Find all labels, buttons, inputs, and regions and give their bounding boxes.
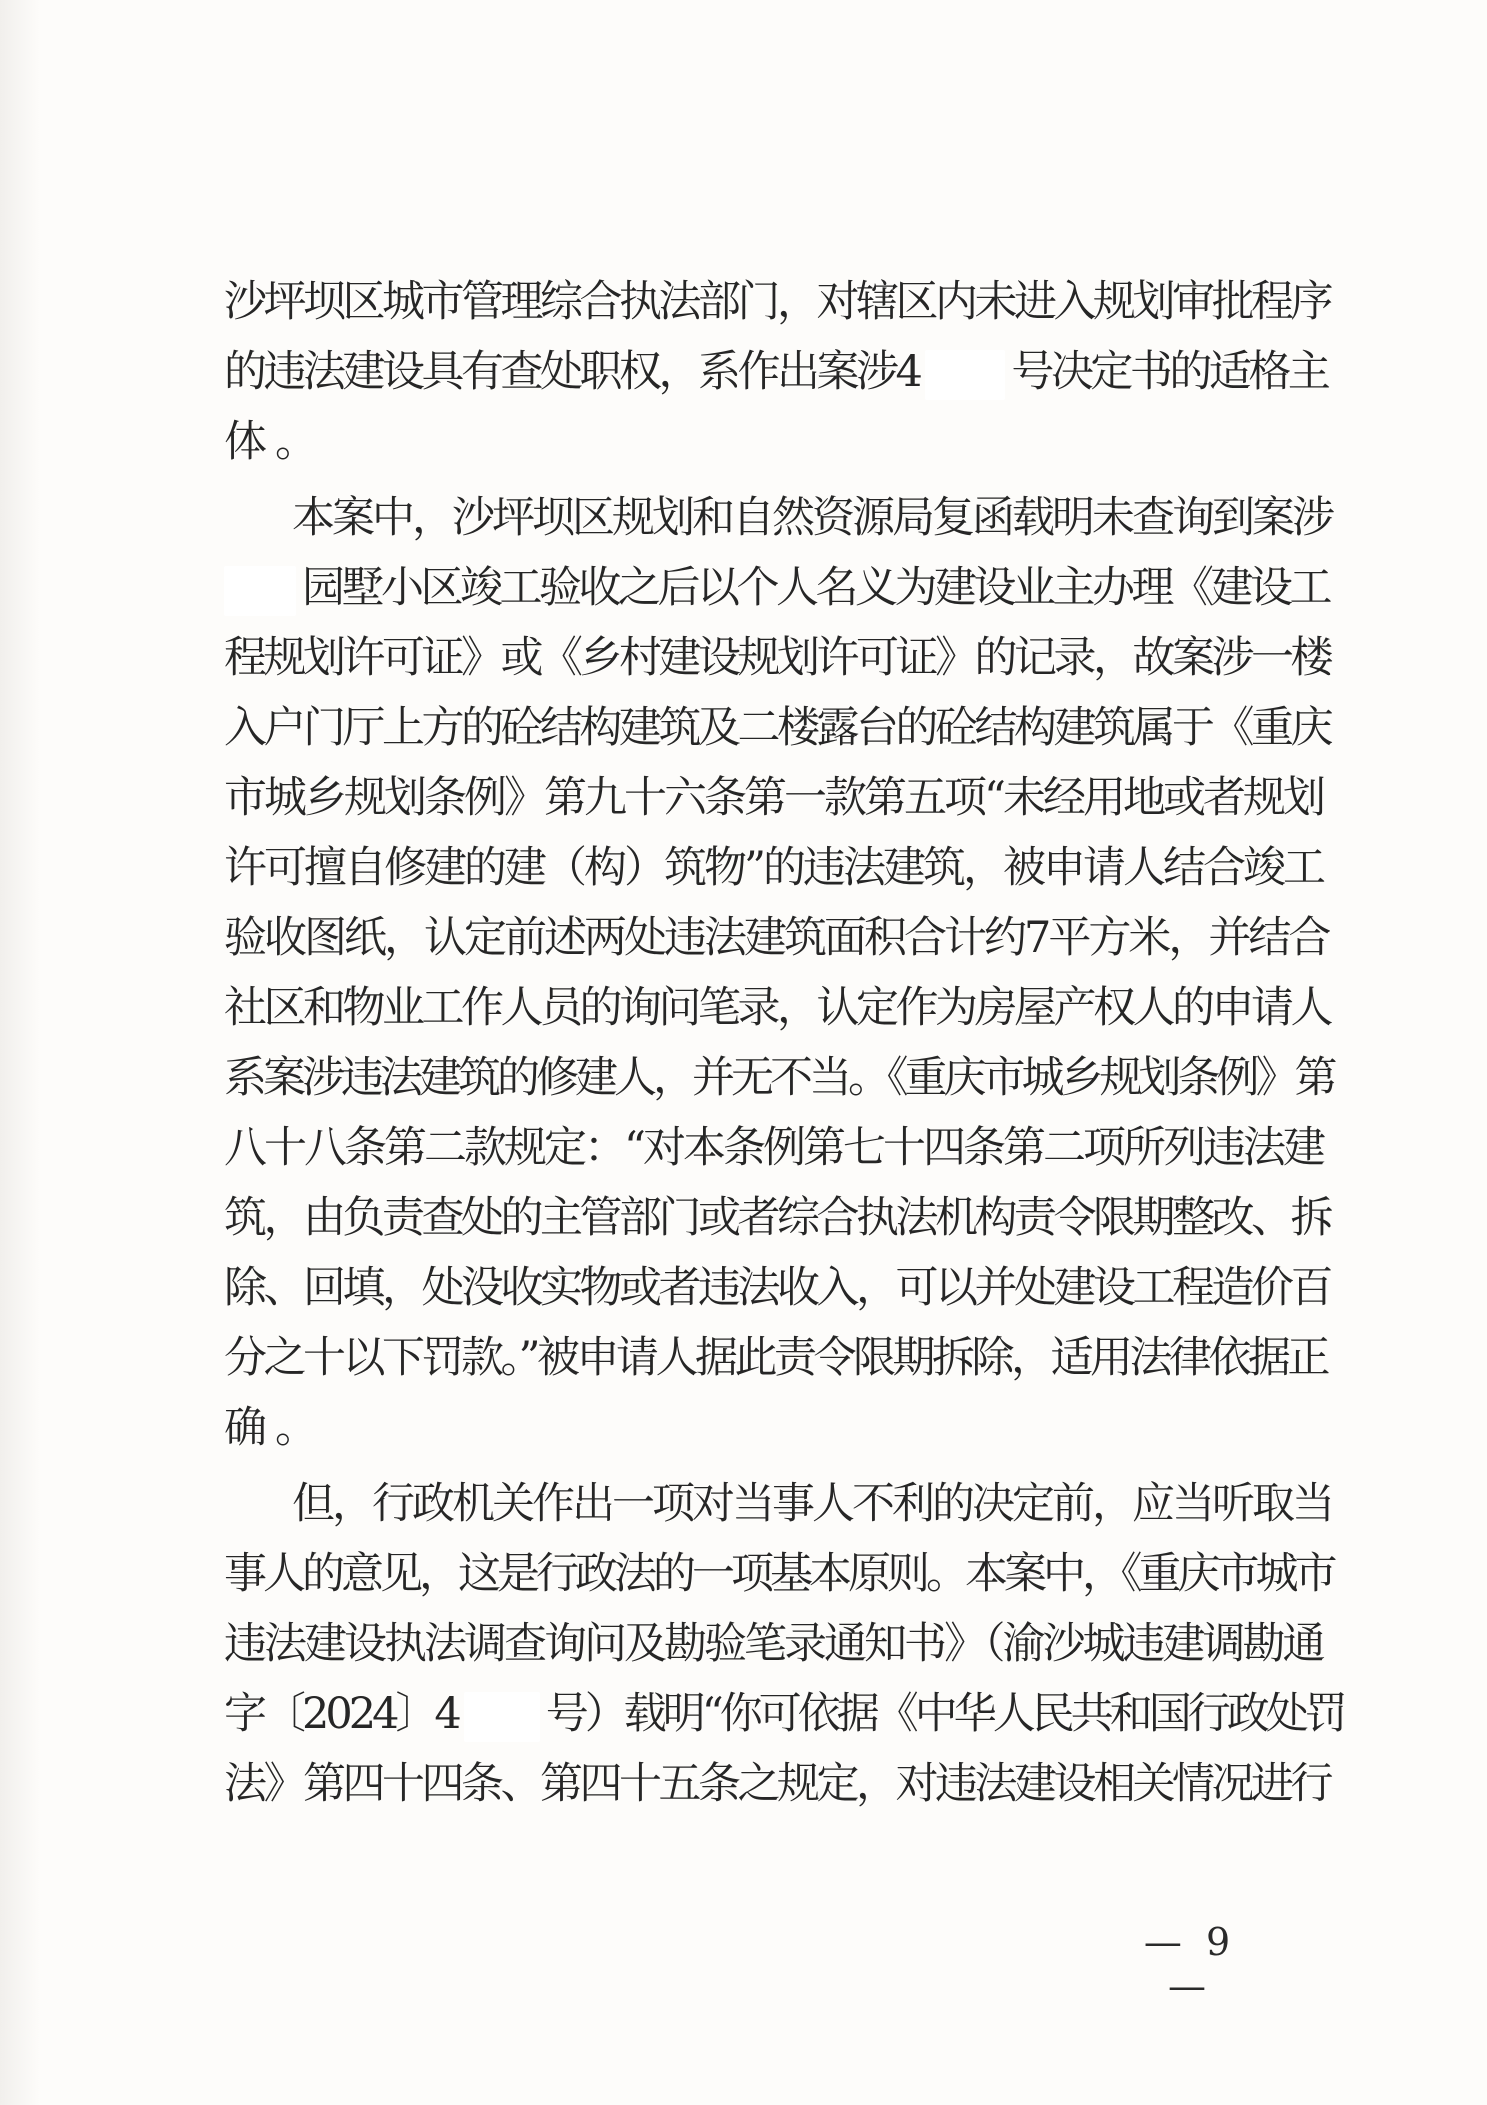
text-line-content: 号）载明“你可依据《中华人民共和国行政处罚: [545, 1689, 1344, 1739]
text-line: [292, 1470, 1332, 1539]
text-line: [224, 764, 1323, 833]
text-line-content: 分之十以下罚款。”被申请人据此责令限期拆除，适用法律依据正: [224, 1333, 1327, 1383]
text-line: [224, 408, 326, 477]
text-line: [224, 1114, 1323, 1183]
text-line-content: 筑，由负责查处的主管部门或者综合执法机构责令限期整改、拆: [224, 1193, 1330, 1243]
text-line-content: 的违法建设具有查处职权，系作出案涉4: [224, 347, 920, 397]
text-line: [224, 974, 1330, 1043]
redaction-mark: [224, 566, 296, 616]
text-line: [224, 1610, 1323, 1679]
text-line: [224, 1394, 326, 1463]
text-line-content: 许可擅自修建的建（构）筑物”的违法建筑，被申请人结合竣工: [224, 843, 1323, 893]
text-line: [224, 1044, 1334, 1113]
text-line: [224, 1184, 1330, 1253]
text-line-content: 字〔2024〕4: [224, 1689, 458, 1739]
redaction-mark: [464, 1692, 540, 1742]
text-line: [224, 624, 1330, 693]
text-line-content: 程规划许可证》或《乡村建设规划许可证》的记录，故案涉一楼: [224, 633, 1330, 683]
redaction-mark: [925, 350, 1005, 400]
text-line-content: 但，行政机关作出一项对当事人不利的决定前，应当听取当: [292, 1479, 1332, 1529]
text-line-content: 除、回填，处没收实物或者违法收入，可以并处建设工程造价百: [224, 1263, 1330, 1313]
text-line: [292, 484, 1332, 553]
text-line-content: 验收图纸，认定前述两处违法建筑面积合计约7平方米，并结合: [224, 913, 1329, 963]
text-line-content: 市城乡规划条例》第九十六条第一款第五项“未经用地或者规划: [224, 773, 1323, 823]
text-line-content: 园墅小区竣工验收之后以个人名义为建设业主办理《建设工: [302, 563, 1329, 613]
text-line-content: 系案涉违法建筑的修建人，并无不当。《重庆市城乡规划条例》第: [224, 1053, 1334, 1103]
text-line-content: 社区和物业工作人员的询问笔录，认定作为房屋产权人的申请人: [224, 983, 1330, 1033]
text-line: [224, 694, 1330, 763]
text-line: [224, 904, 1328, 973]
text-line-content: 确。: [224, 1403, 326, 1453]
text-line: [224, 554, 1329, 623]
text-line-content: 入户门厅上方的砼结构建筑及二楼露台的砼结构建筑属于《重庆: [224, 703, 1330, 753]
text-line-content: 号决定书的适格主: [1011, 347, 1328, 397]
text-line-content: 八十八条第二款规定：“对本条例第七十四条第二项所列违法建: [224, 1123, 1323, 1173]
text-line: [224, 1254, 1330, 1323]
page-number: — 9 —: [1143, 1920, 1237, 2008]
text-line-content: 本案中，沙坪坝区规划和自然资源局复函载明未查询到案涉: [292, 493, 1332, 543]
text-line-content: 沙坪坝区城市管理综合执法部门，对辖区内未进入规划审批程序: [224, 277, 1330, 327]
scan-edge-shadow: [0, 0, 40, 2105]
text-line-content: 违法建设执法调查询问及勘验笔录通知书》（渝沙城违建调勘通: [224, 1619, 1323, 1669]
text-line: [224, 1540, 1334, 1609]
text-line-content: 法》第四十四条、第四十五条之规定，对违法建设相关情况进行: [224, 1759, 1330, 1809]
text-line: [224, 268, 1332, 337]
text-line-content: 事人的意见，这是行政法的一项基本原则。本案中，《重庆市城市: [224, 1549, 1334, 1599]
text-line: [224, 338, 1327, 407]
text-line: [224, 1680, 1344, 1749]
text-line-content: 体。: [224, 417, 326, 467]
text-line: [224, 1750, 1330, 1819]
text-line: [224, 1324, 1327, 1393]
text-line: [224, 834, 1323, 903]
